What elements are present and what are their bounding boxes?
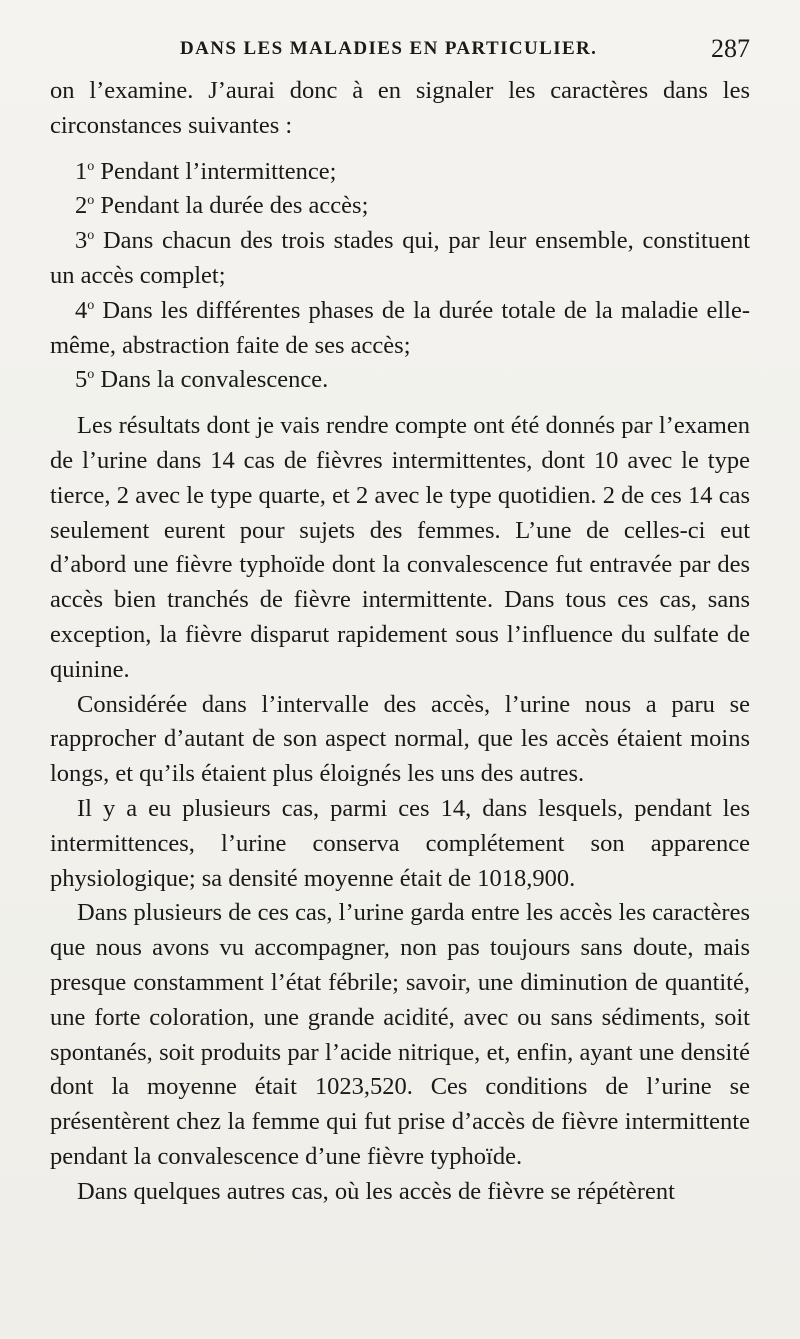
body-text: [50, 74, 750, 1210]
paragraph: Dans quelques autres cas, où les accès de fièvre se répétèrent: [77, 1177, 675, 1205]
page-header: [50, 30, 750, 66]
list-item: [50, 189, 750, 224]
list-number: 2: [75, 192, 88, 220]
list-item: [50, 224, 750, 294]
list-text: Pendant l’intermittence;: [94, 157, 337, 185]
paragraph: Il y a eu plusieurs cas, parmi ces 14, dans lesquels, pendant les intermittences, l’urine conserva complétement son apparence physiologique; sa densité moyenne était de 1018,900.: [50, 794, 750, 892]
ordinal-mark: o: [87, 297, 95, 313]
list-item: [50, 363, 750, 398]
ordinal-mark: o: [87, 193, 95, 209]
page-number: 287: [711, 34, 750, 63]
list-number: 4: [75, 296, 88, 324]
list-item: [50, 155, 750, 190]
list-item: [50, 294, 750, 364]
list-number: 1: [75, 157, 88, 185]
list-number: 5: [75, 366, 88, 394]
list-text: Dans la convalescence.: [94, 366, 329, 394]
ordinal-mark: o: [87, 367, 95, 383]
list-text: Pendant la durée des accès;: [94, 192, 369, 220]
ordinal-mark: o: [87, 228, 95, 244]
paragraph: Considérée dans l’intervalle des accès, l’urine nous a paru se rapprocher d’autant de son aspect normal, que les accès étaient moins longs, et qu’ils étaient plus éloignés les uns des autres.: [50, 690, 750, 788]
ordinal-mark: o: [87, 158, 95, 174]
paragraph: Dans plusieurs de ces cas, l’urine garda entre les accès les caractères que nous avons vu accompagner, non pas toujours sans doute, mais presque constamment l’état fébrile; savoir, une diminution de quantité, une forte coloration, une grande acidité, avec ou sans sédiments, soit spontanés, soit produits par l’acide nitrique, et, enfin, ayant une densité dont la moyenne était 1023,520. Ces conditions de l’urine se présentèrent chez la femme qui fut prise d’accès de fièvre intermittente pendant la convalescence d’une fièvre typhoïde.: [50, 899, 750, 1170]
list-number: 3: [75, 227, 88, 255]
spacer: [50, 398, 750, 409]
list-text: Dans les différentes phases de la durée totale de la maladie elle-même, abstraction faite de ses accès;: [50, 296, 750, 359]
running-head: DANS LES MALADIES EN PARTICULIER.: [180, 38, 598, 59]
paragraph: Les résultats dont je vais rendre compte ont été donnés par l’examen de l’urine dans 14 cas de fièvres intermittentes, dont 10 avec le type tierce, 2 avec le type quarte, et 2 avec le type quotidien. 2 de ces 14 cas seulement eurent pour sujets des femmes. L’une de celles-ci eut d’abord une fièvre typhoïde dont la convalescence fut entravée par des accès bien tranchés de fièvre intermittente. Dans tous ces cas, sans exception, la fièvre disparut rapidement sous l’influence du sulfate de quinine.: [50, 412, 750, 683]
spacer: [50, 144, 750, 155]
intro-paragraph: on l’examine. J’aurai donc à en signaler les caractères dans les circonstances suivantes :: [50, 77, 750, 139]
list-text: Dans chacun des trois stades qui, par leur ensemble, constituent un accès complet;: [50, 227, 750, 289]
